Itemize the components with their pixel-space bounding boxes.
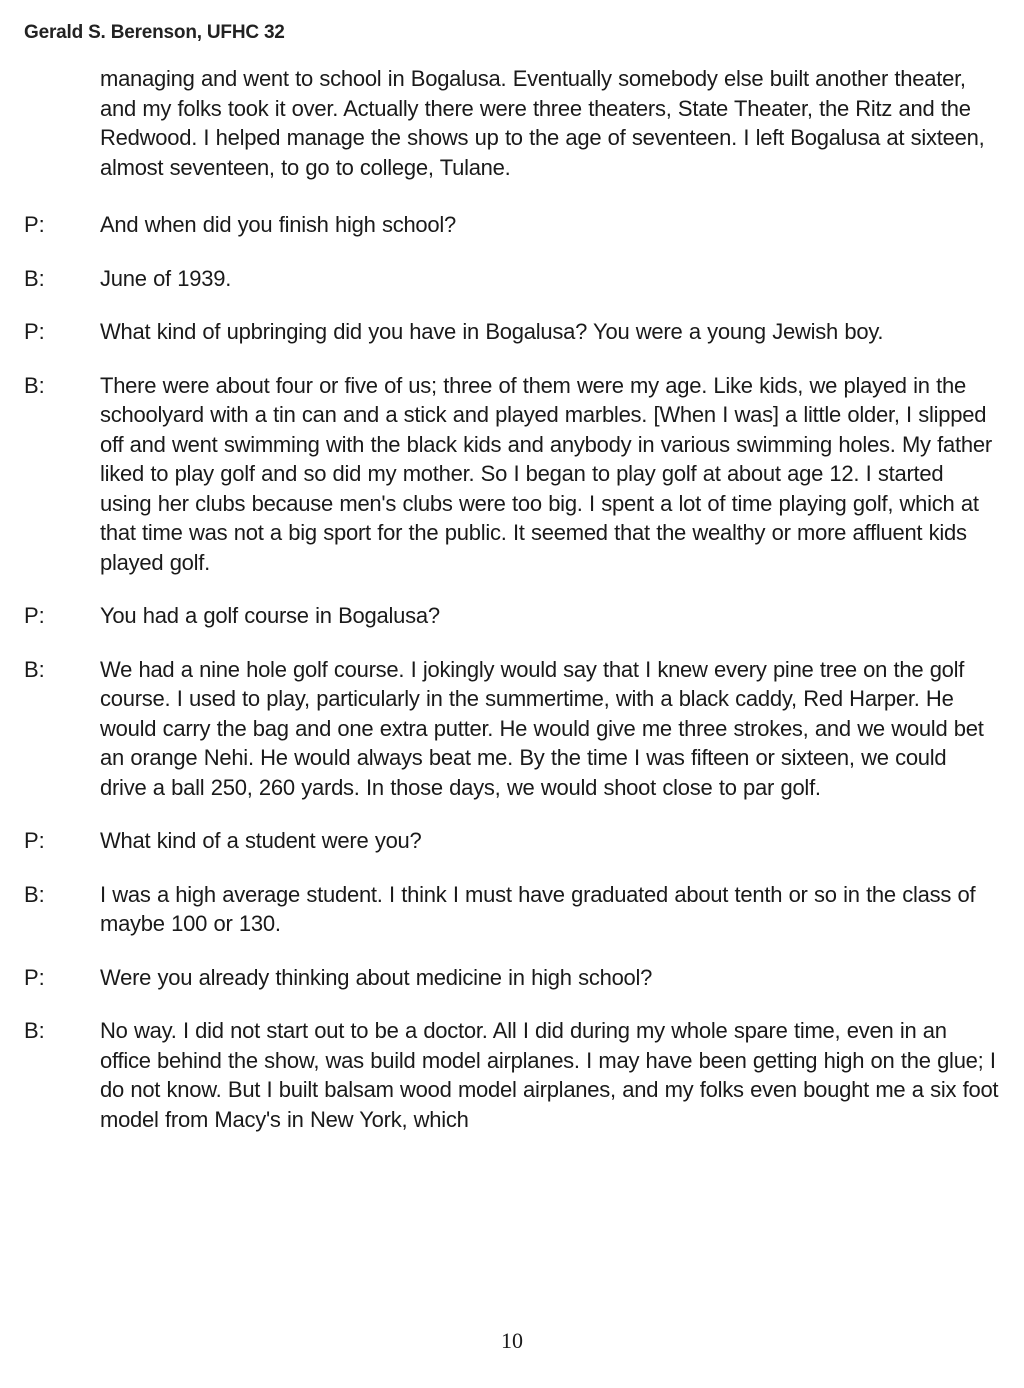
transcript-entry (24, 264, 999, 294)
document-header: Gerald S. Berenson, UFHC 32 (24, 22, 285, 43)
speaker-label: B: (24, 372, 45, 398)
entry-text: There were about four or five of us; three of them were my age. Like kids, we played in the schoolyard with a tin can and a stick and played marbles. [When I was] a little older, I slipped off and went swimming with the black kids and anybody in various swimming holes. My father liked to play golf and so did my mother. So I began to play golf at about age 12. I started using her clubs because men's clubs were too big. I spent a lot of time playing golf, which at that time was not a big sport for the public. It seemed that the wealthy or more affluent kids played golf. (100, 372, 992, 575)
speaker-label: P: (24, 603, 45, 628)
transcript-entry (24, 210, 999, 240)
transcript-entry (24, 317, 999, 347)
entry-text: We had a nine hole golf course. I jokingly would say that I knew every pine tree on the golf course. I used to play, particularly in the summertime, with a black caddy, Red Harper. He would carry the bag and one extra putter. He would give me three strokes, and we would bet an orange Nehi. He would always beat me. By the time I was fifteen or sixteen, we could drive a ball 250, 260 yards. In those days, we would shoot close to par golf. (100, 656, 984, 800)
transcript-entry (24, 880, 999, 939)
speaker-label: P: (24, 319, 45, 344)
transcript-entry (24, 1016, 999, 1134)
speaker-label: B: (24, 1018, 45, 1043)
speaker-label: B: (24, 881, 45, 907)
transcript-entry (24, 601, 999, 631)
speaker-label: P: (24, 212, 45, 237)
entry-text: Were you already thinking about medicine in high school? (100, 964, 653, 990)
transcript-entry (24, 963, 999, 993)
entry-text: What kind of a student were you? (100, 828, 422, 853)
transcript-entry (24, 64, 999, 182)
speaker-label: P: (24, 828, 45, 853)
transcript-entry (24, 655, 999, 803)
entry-text: What kind of upbringing did you have in Bogalusa? You were a young Jewish boy. (100, 319, 884, 344)
page-number: 10 (501, 1328, 523, 1353)
entry-text: June of 1939. (100, 265, 232, 291)
speaker-label: B: (24, 265, 45, 291)
entry-text: You had a golf course in Bogalusa? (100, 603, 440, 628)
transcript-body (24, 64, 999, 1158)
entry-text: No way. I did not start out to be a doctor. All I did during my whole spare time, even in an office behind the show, was build model airplanes. I may have been getting high on the glue; I do not know. But I built balsam wood model airplanes, and my folks even bought me a six foot model from Macy's in New York, which (100, 1018, 999, 1132)
speaker-label: B: (24, 656, 45, 682)
transcript-entry (24, 826, 999, 856)
transcript-entry (24, 371, 999, 578)
entry-text: And when did you finish high school? (100, 212, 457, 237)
entry-text: managing and went to school in Bogalusa. Eventually somebody else built another theater, and my folks took it over. Actually there were three theaters, State Theater, the Ritz and the Redwood. I helped manage the shows up to the age of seventeen. I left Bogalusa at sixteen, almost seventeen, to go to college, Tulane. (100, 66, 985, 180)
speaker-label: P: (24, 964, 45, 990)
entry-text: I was a high average student. I think I must have graduated about tenth or so in the class of maybe 100 or 130. (100, 881, 976, 936)
